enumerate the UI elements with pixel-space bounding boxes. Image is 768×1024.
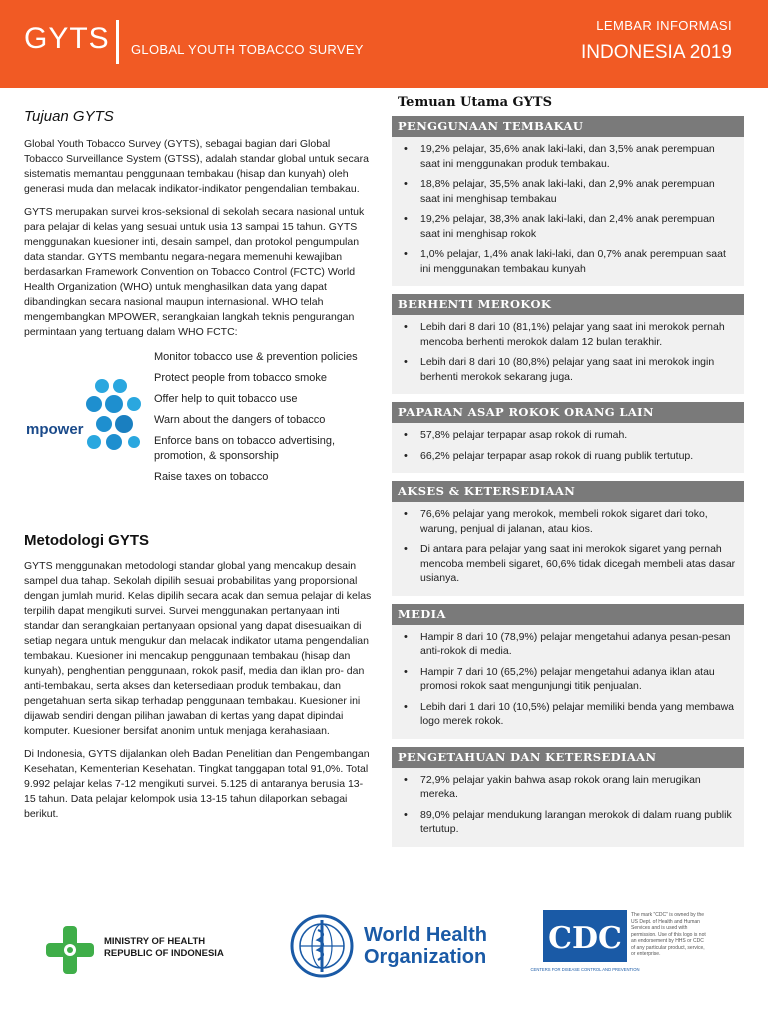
section-paparan-asap: [392, 402, 744, 473]
footer-logos: [0, 900, 768, 1024]
document-type: LEMBAR INFORMASI: [596, 18, 732, 33]
who-line-1: World Health: [364, 924, 487, 946]
cdc-text: CDC: [548, 921, 622, 956]
mpower-logo-icon: [24, 372, 148, 462]
section-akses-ketersediaan: [392, 481, 744, 596]
section-penggunaan-tembakau: [392, 116, 744, 286]
finding-item: • Di antara para pelajar yang saat ini merokok sigaret yang pernah mencoba membeli sigaret, 60,6% tidak dicegah membeli atas dasar usianya.: [400, 542, 736, 586]
section-media: [392, 604, 744, 739]
findings-title: Temuan Utama GYTS: [398, 95, 552, 110]
section-pengetahuan: [392, 747, 744, 847]
mpower-item: Raise taxes on tobacco: [154, 471, 269, 483]
finding-item: • 57,8% pelajar terpapar asap rokok di rumah.: [400, 428, 736, 443]
moh-line-2: REPUBLIC OF INDONESIA: [104, 948, 224, 959]
metodologi-paragraph-2: Di Indonesia, GYTS dijalankan oleh Badan Penelitian dan Pengembangan Kesehatan, Kementerian Kesehatan. Tingkat tanggapan total 91,0%. Total 9.992 pelajar kelas 7-12 mengikuti survei. 5.125 di antaranya berusia 13-15 tahun. Data pelajar kelompok usia 13-15 tahun dilaporkan sebagai berikut.: [24, 748, 370, 820]
left-column: [24, 108, 372, 830]
tujuan-paragraph-2: GYTS merupakan survei kros-seksional di sekolah secara nasional untuk para pelajar di kelas yang sesuai untuk usia 13 sampai 15 tahun. GYTS menggunakan kuesioner inti, desain sampel, dan protokol pengumpulan data standar. GYTS membantu negara-negara memenuhi kewajiban berdasarkan Framework Convention on Tobacco Control (FCTC) World Health Organization (WHO) untuk menghasilkan data yang dapat dibandingkan secara nasional maupun internasional. WHO telah mengembangkan MPOWER, serangkaian langkah teknis pengurangan permintaan yang tertuang dalam WHO FCTC:: [24, 206, 365, 338]
cdc-emblem-icon: [530, 910, 640, 974]
finding-item: • Hampir 7 dari 10 (65,2%) pelajar mengetahui adanya iklan atau promosi rokok saat mengunjungi titik penjualan.: [400, 665, 736, 694]
finding-item: • 18,8% pelajar, 35,5% anak laki-laki, dan 2,9% anak perempuan saat ini menghisap tembakau: [400, 177, 736, 206]
brand-subtitle: GLOBAL YOUTH TOBACCO SURVEY: [131, 42, 364, 57]
cdc-disclaimer: The mark "CDC" is owned by the US Dept. of Health and Human Services and is used with permission. Use of this logo is not an endorsement by HHS or CDC of any particular product, service, or enterprise.: [631, 912, 706, 957]
mpower-item: Protect people from tobacco smoke: [154, 372, 328, 384]
finding-item: • 1,0% pelajar, 1,4% anak laki-laki, dan 0,7% anak perempuan saat ini menggunakan tembakau kunyah: [400, 247, 736, 276]
finding-item: • 76,6% pelajar yang merokok, membeli rokok sigaret dari toko, warung, penjual di jalanan, atau kios.: [400, 507, 736, 536]
header-banner: [0, 0, 768, 88]
moh-emblem-icon: [42, 922, 98, 978]
country-year: INDONESIA 2019: [580, 42, 732, 63]
finding-item: • Hampir 8 dari 10 (78,9%) pelajar mengetahui adanya pesan-pesan anti-rokok di media.: [400, 630, 736, 659]
who-logo: [288, 912, 488, 982]
moh-line-1: MINISTRY OF HEALTH: [104, 936, 206, 947]
cdc-logo: [530, 910, 743, 980]
brand-title: GYTS: [24, 22, 110, 55]
metodologi-heading: Metodologi GYTS: [24, 532, 149, 549]
tujuan-heading: Tujuan GYTS: [24, 108, 114, 125]
mpower-item: Monitor tobacco use & prevention policies: [154, 351, 358, 363]
mpower-item: Offer help to quit tobacco use: [154, 393, 298, 405]
mpower-block: [24, 350, 372, 518]
section-heading: BERHENTI MEROKOK: [392, 294, 744, 315]
finding-item: • Lebih dari 8 dari 10 (81,1%) pelajar yang saat ini merokok pernah mencoba berhenti merokok dalam 12 bulan terakhir.: [400, 320, 736, 349]
section-heading: MEDIA: [392, 604, 744, 625]
right-column: [392, 95, 744, 855]
tujuan-paragraph-1: Global Youth Tobacco Survey (GYTS), sebagai bagian dari Global Tobacco Surveillance System (GTSS), adalah standar global untuk secara sistematis memantau penggunaan tembakau (hisap dan kunyah) oleh generasi muda dan melacak indikator-indikator pengendalian tembakau.: [24, 138, 369, 195]
finding-item: • Lebih dari 1 dari 10 (10,5%) pelajar memiliki benda yang membawa logo merek rokok.: [400, 700, 736, 729]
finding-item: • 19,2% pelajar, 35,6% anak laki-laki, dan 3,5% anak perempuan saat ini menggunakan produk tembakau.: [400, 142, 736, 171]
finding-item: • 66,2% pelajar terpapar asap rokok di ruang publik tertutup.: [400, 449, 736, 464]
finding-item: • 72,9% pelajar yakin bahwa asap rokok orang lain merugikan mereka.: [400, 773, 736, 802]
mpower-list: [154, 350, 374, 491]
metodologi-paragraph-1: GYTS menggunakan metodologi standar global yang mencakup desain sampel dua tahap. Sekolah dipilih sesuai probabilitas yang proporsional dengan jumlah murid. Kelas dipilih secara acak dan semua pelajar di kelas terpilih dapat mengikuti survei. Survei menggunakan pertanyaan inti standar dan serangkaian pertanyaan opsional yang dapat disesuaikan di setiap negara untuk mengukur dan melacak indikator utama pengendalian tembakau. Kuesioner ini mencakup penggunaan tembakau (hisap dan kunyah), penghentian penggunaan, rokok pasif, media dan iklan pro- dan anti-tembakau, serta akses dan ketersediaan produk tembakau, dan pengetahuan serta sikap terhadap penggunaan tembakau. Kuesioner ini dijawab sendiri dengan pilihan jawaban di kertas yang dapat dipindai komputer. Kuesioner bersifat anonim untuk menjaga kerahasiaan.: [24, 560, 372, 737]
cdc-tagline: CENTERS FOR DISEASE CONTROL AND PREVENTION: [530, 967, 640, 972]
moh-logo: [42, 922, 242, 982]
section-heading: PAPARAN ASAP ROKOK ORANG LAIN: [392, 402, 744, 423]
finding-item: • 89,0% pelajar mendukung larangan merokok di dalam ruang publik tertutup.: [400, 808, 736, 837]
who-emblem-icon: [288, 912, 356, 980]
section-heading: PENGETAHUAN DAN KETERSEDIAAN: [392, 747, 744, 768]
section-heading: PENGGUNAAN TEMBAKAU: [392, 116, 744, 137]
finding-item: • Lebih dari 8 dari 10 (80,8%) pelajar yang saat ini merokok ingin berhenti merokok sekarang juga.: [400, 355, 736, 384]
mpower-logo-text: mpower: [26, 421, 84, 438]
section-berhenti-merokok: [392, 294, 744, 394]
section-heading: AKSES & KETERSEDIAAN: [392, 481, 744, 502]
mpower-item: Warn about the dangers of tobacco: [154, 414, 326, 426]
mpower-item: Enforce bans on tobacco advertising, promotion, & sponsorship: [154, 435, 336, 462]
who-line-2: Organization: [364, 946, 487, 968]
brand-divider: [116, 20, 119, 64]
finding-item: • 19,2% pelajar, 38,3% anak laki-laki, dan 2,4% anak perempuan saat ini menghisap rokok: [400, 212, 736, 241]
